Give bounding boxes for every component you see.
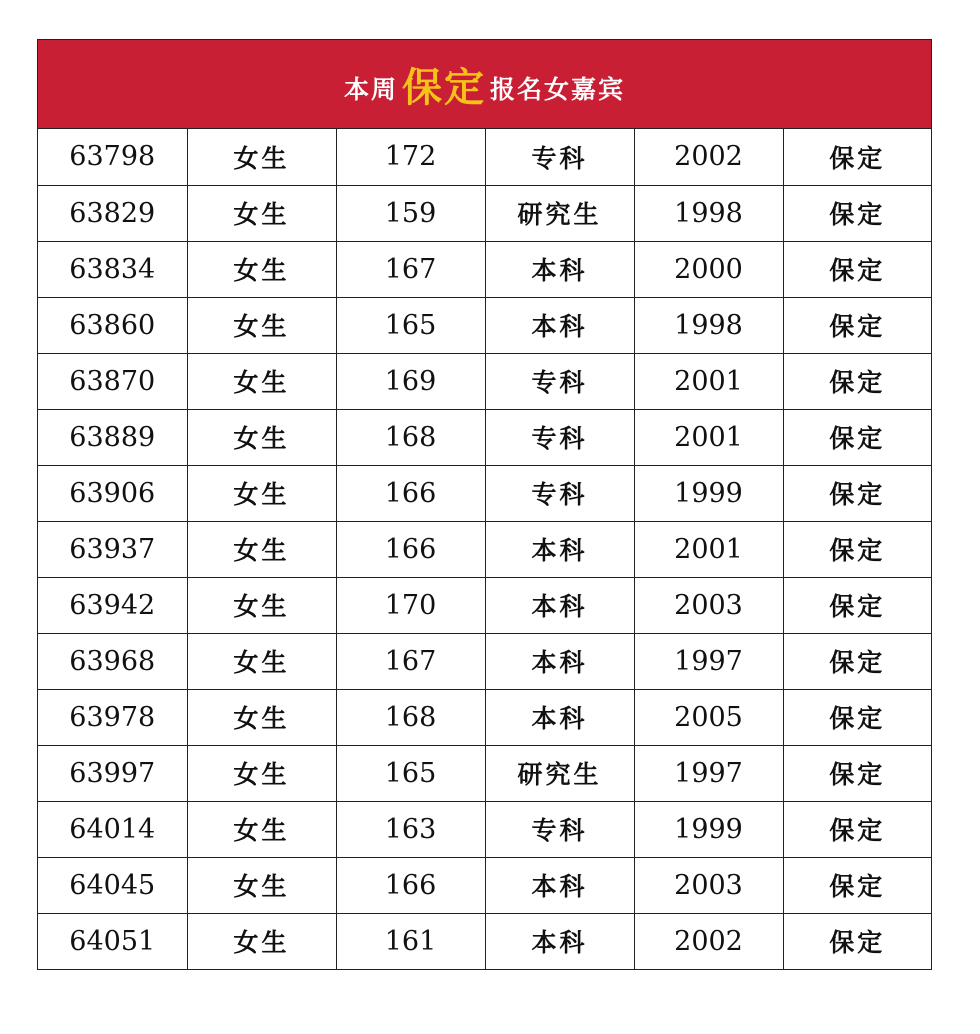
cell-city: 保定 [783,241,931,297]
cell-birth-year: 2000 [634,241,783,297]
title-suffix: 报名女嘉宾 [490,75,626,104]
cell-education: 本科 [485,297,634,353]
cell-id: 63829 [38,185,187,241]
cell-birth-year: 2002 [634,913,783,969]
cell-birth-year: 2001 [634,409,783,465]
cell-height: 167 [336,241,485,297]
cell-birth-year: 2005 [634,689,783,745]
cell-education: 本科 [485,577,634,633]
cell-gender: 女生 [187,297,336,353]
cell-city: 保定 [829,928,886,958]
table-row [38,409,931,465]
title-highlight: 保定 [402,64,486,111]
cell-height: 172 [336,129,485,185]
cell-height: 167 [336,633,485,689]
guest-list-sheet [37,39,932,970]
cell-birth-year: 2001 [634,521,783,577]
cell-height: 168 [336,409,485,465]
cell-education: 研究生 [485,185,634,241]
cell-height: 166 [336,857,485,913]
cell-education: 本科 [485,521,634,577]
cell-city: 保定 [783,633,931,689]
cell-city: 保定 [783,353,931,409]
table-row [38,129,931,185]
cell-id: 64051 [38,913,187,969]
cell-city: 保定 [783,577,931,633]
cell-education: 专科 [485,801,634,857]
cell-birth-year: 2002 [634,129,783,185]
cell-height: 163 [336,801,485,857]
cell-birth-year: 1998 [634,185,783,241]
cell-height: 169 [336,353,485,409]
title-prefix: 本周 [343,75,398,104]
cell-height: 170 [336,577,485,633]
cell-city: 保定 [783,857,931,913]
table-row [38,241,931,297]
cell-id: 63942 [38,577,187,633]
table-row [38,857,931,913]
cell-city: 保定 [783,185,931,241]
table-row [38,745,931,801]
cell-city: 保定 [783,129,931,185]
table-row [38,801,931,857]
cell-id: 63860 [38,297,187,353]
cell-gender: 女生 [187,913,336,969]
cell-education: 本科 [485,857,634,913]
cell-gender: 女生 [187,521,336,577]
cell-height: 165 [336,297,485,353]
table-row [38,297,931,353]
guest-table [38,129,931,969]
cell-birth-year: 2003 [634,577,783,633]
cell-id: 63870 [38,353,187,409]
cell-id: 63906 [38,465,187,521]
cell-city: 保定 [783,297,931,353]
cell-birth-year: 1999 [634,465,783,521]
cell-education: 本科 [485,913,634,969]
cell-gender: 女生 [187,409,336,465]
cell-city: 保定 [783,521,931,577]
cell-education: 专科 [485,409,634,465]
cell-height: 161 [336,913,485,969]
cell-id: 64045 [38,857,187,913]
cell-gender: 女生 [187,577,336,633]
table-row [38,353,931,409]
cell-city: 保定 [783,801,931,857]
table-row [38,577,931,633]
cell-education: 本科 [485,689,634,745]
cell-city: 保定 [783,465,931,521]
cell-gender: 女生 [187,465,336,521]
table-row [38,913,931,969]
cell-birth-year: 1997 [634,633,783,689]
cell-gender: 女生 [187,689,336,745]
cell-city: 保定 [783,745,931,801]
cell-education: 研究生 [485,745,634,801]
cell-id: 63834 [38,241,187,297]
cell-gender: 女生 [187,633,336,689]
cell-id: 64014 [38,801,187,857]
cell-birth-year: 1998 [634,297,783,353]
cell-gender: 女生 [187,857,336,913]
cell-id: 63997 [38,745,187,801]
cell-height: 159 [336,185,485,241]
table-row [38,633,931,689]
cell-birth-year: 1997 [634,745,783,801]
cell-gender: 女生 [187,185,336,241]
cell-height: 165 [336,745,485,801]
cell-city: 保定 [783,409,931,465]
cell-gender: 女生 [187,745,336,801]
guest-table-body [38,129,931,969]
cell-gender: 女生 [187,801,336,857]
cell-education: 专科 [485,129,634,185]
cell-id: 63937 [38,521,187,577]
cell-height: 166 [336,521,485,577]
table-row [38,185,931,241]
cell-id: 63968 [38,633,187,689]
cell-education: 专科 [485,353,634,409]
cell-education: 本科 [485,241,634,297]
table-row [38,521,931,577]
cell-gender: 女生 [187,129,336,185]
cell-height: 166 [336,465,485,521]
cell-height: 168 [336,689,485,745]
cell-birth-year: 2001 [634,353,783,409]
cell-gender: 女生 [187,241,336,297]
table-row [38,689,931,745]
cell-education: 本科 [485,633,634,689]
cell-gender: 女生 [187,353,336,409]
cell-education: 专科 [485,465,634,521]
title-banner [38,40,931,129]
cell-birth-year: 1999 [634,801,783,857]
cell-city: 保定 [783,689,931,745]
cell-id: 63978 [38,689,187,745]
cell-birth-year: 2003 [634,857,783,913]
table-row [38,465,931,521]
cell-id: 63798 [38,129,187,185]
cell-id: 63889 [38,409,187,465]
